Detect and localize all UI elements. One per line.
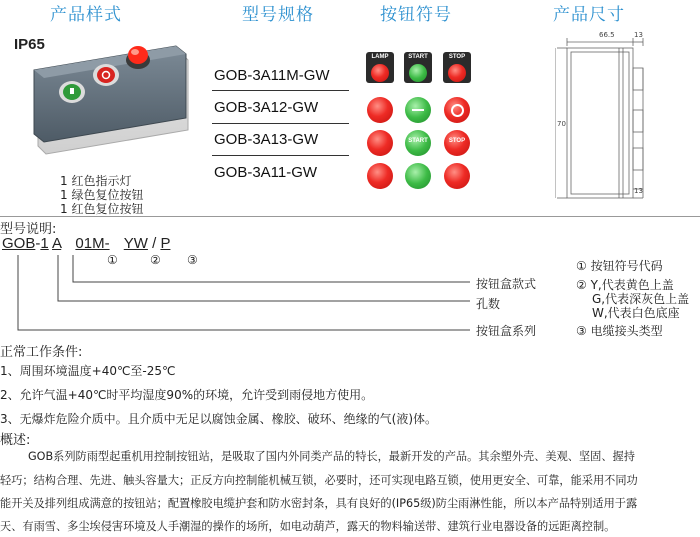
red-lamp-icon <box>367 163 393 189</box>
product-desc-1: 1 红色指示灯 <box>60 174 132 188</box>
dim-edge-top: 13 <box>634 31 643 39</box>
green-button-icon <box>405 163 431 189</box>
stop-symbol: STOP <box>443 52 471 83</box>
note-4: W,代表白色底座 <box>592 306 680 320</box>
dim-height: 70 <box>557 120 566 128</box>
model-code: GOB-1 A 01M- YW / P <box>2 235 171 252</box>
product-desc-3: 1 红色复位按钮 <box>60 202 144 216</box>
conditions-title: 正常工作条件: <box>0 345 83 360</box>
label-box-style: 按钮盒款式 <box>476 277 537 291</box>
model-2: GOB-3A12-GW <box>214 99 319 116</box>
green-minus-icon <box>405 97 431 123</box>
condition-3: 3、无爆炸危险介质中。且介质中无足以腐蚀金属、橡胶、破环、绝缘的气(液)体。 <box>0 412 438 426</box>
note-2: ② Y,代表黄色上盖 <box>576 278 674 292</box>
code-num-3: ③ <box>187 253 198 267</box>
divider <box>212 155 349 156</box>
overview-title: 概述: <box>0 433 31 448</box>
model-explain-title: 型号说明: <box>0 222 57 237</box>
condition-1: 1、周围环境温度+40℃至-25℃ <box>0 364 176 378</box>
code-num-2: ② <box>150 253 161 267</box>
start-symbol: START <box>404 52 432 83</box>
dimension-drawing <box>555 28 695 208</box>
header-model: 型号规格 <box>242 5 314 25</box>
overview-line-2: 轻巧；结构合理、先进、触头容量大；正反方向控制能机械互锁，必要时，还可实现电路互锁，使用更安全、可靠，能采用不同功 <box>0 474 638 487</box>
red-lamp-icon <box>367 130 393 156</box>
product-image <box>30 42 190 168</box>
model-1: GOB-3A11M-GW <box>214 67 330 84</box>
red-circle-icon <box>444 97 470 123</box>
label-hole-count: 孔数 <box>476 297 501 311</box>
note-5: ③ 电缆接头类型 <box>576 324 663 338</box>
header-style: 产品样式 <box>50 5 122 25</box>
dim-edge-bottom: 13 <box>634 187 643 195</box>
section-divider <box>0 216 700 217</box>
condition-2: 2、允许气温+40℃时平均湿度90%的环境，允许受到雨侵地方使用。 <box>0 388 374 402</box>
note-1: ① 按钮符号代码 <box>576 259 663 273</box>
divider <box>212 90 349 91</box>
code-num-1: ① <box>107 253 118 267</box>
lamp-symbol: LAMP <box>366 52 394 83</box>
model-3: GOB-3A13-GW <box>214 131 319 148</box>
header-symbol: 按钮符号 <box>380 5 452 25</box>
dim-width: 66.5 <box>599 31 615 39</box>
note-3: G,代表深灰色上盖 <box>592 292 690 306</box>
overview-line-1: GOB系列防雨型起重机用控制按钮站，是吸取了国内外同类产品的特长，最新开发的产品。其余塑外壳、美观、坚固、握持 <box>28 450 635 463</box>
green-start-icon: START <box>405 130 431 156</box>
label-box-series: 按钮盒系列 <box>476 324 537 338</box>
leader-lines <box>0 250 480 340</box>
header-size: 产品尺寸 <box>553 5 625 25</box>
model-4: GOB-3A11-GW <box>214 164 318 181</box>
divider <box>212 123 349 124</box>
red-lamp-icon <box>367 97 393 123</box>
product-desc-2: 1 绿色复位按钮 <box>60 188 144 202</box>
red-stop-icon: STOP <box>444 130 470 156</box>
overview-line-3: 能开关及排列组成满意的按钮站；配置橡胶电缆护套和防水密封条，具有良好的(IP65级)防尘雨淋性能，所以本产品特别适用于露 <box>0 497 638 510</box>
ip-rating: IP65 <box>14 36 45 53</box>
overview-line-4: 天、有雨雪、多尘埃侵害环境及人手潮湿的操作的场所，如电动葫芦，露天的物料输送带、建筑行业电器设备的远距离控制。 <box>0 520 616 533</box>
red-button-icon <box>444 163 470 189</box>
